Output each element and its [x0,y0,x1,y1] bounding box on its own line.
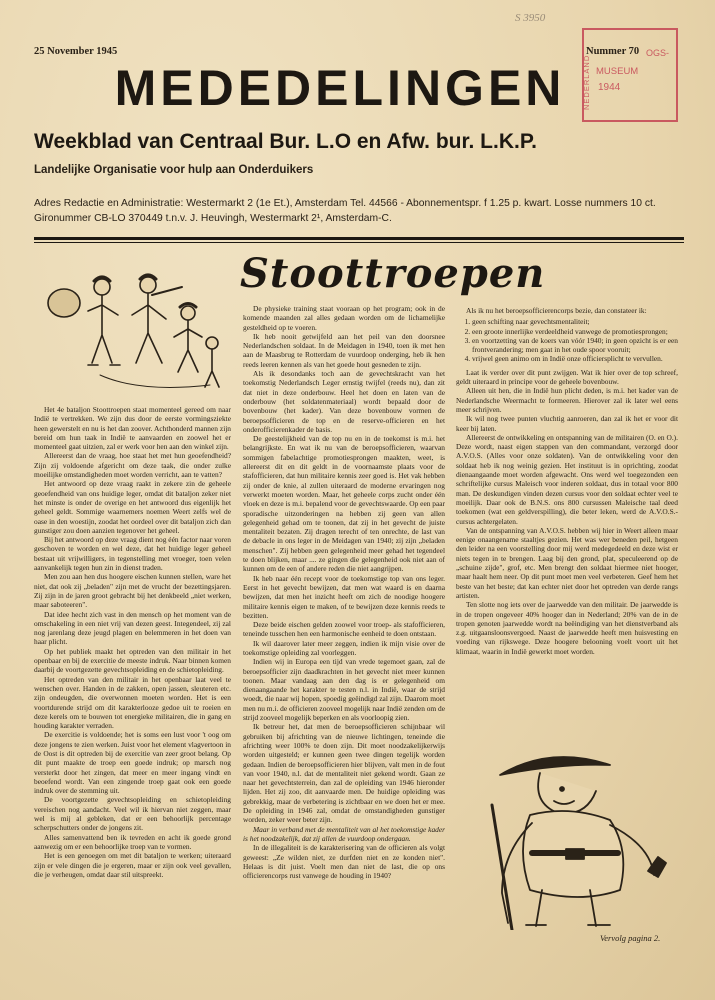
list-item: 1. geen schifting naar gevechtsmentaliteit; [472,317,678,326]
admin-line-2: Gironummer CB-LO 370449 t.n.v. J. Heuvingh, Westermarkt 2¹, Amsterdam-C. [34,213,392,224]
paragraph: Allereerst dan de vraag, hoe staat het met hun geoefendheid? Zijn zij voldoende afgericht om deze taak, die onder zulke moeilijke omstandigheden moet worden verricht, aan te vatten? [34,451,231,480]
list-item: 4. vrijwel geen animo om in Indië onze officiersplicht te vervullen. [472,354,678,363]
paragraph: Als ik nu het beroepsofficierencorps bezie, dan constateer ik: [466,306,647,315]
article-column-1 [34,405,231,965]
header-rule-thin [34,242,684,243]
stamp-side-text: NEDERLAND [582,54,591,110]
paragraph: Het antwoord op deze vraag raakt in zekere zin de geheele geoefendheid van ons huidige leger, omdat dit bataljon zeker niet het minste is onder de overige en het antwoord dus eigenlijk het geheel geldt. Sommige waarnemers noemen Weert zelfs wel de oase in den woestijn, zoodat het oordeel over dit bataljon zich dan gunstiger zou doen aanzien tegenover het geheel. [34,479,231,535]
findings-list [456,317,678,363]
paragraph: De physieke training staat vooraan op het program; ook in de komende maanden zal alles gedaan worden om de lichamelijke gesteldheid op te voeren. [243,304,445,332]
soldier-cartoon-illustration [470,745,675,930]
paragraph: Het optreden van den militair in het openbaar laat veel te wenschen over. Handen in de zakken, open jassen, sleuteren etc. zijn ondeugden, die overwonnen moeten worden. Het is een voortdurende strijd om dit karakterlooze gedoe uit te roeien en deze kerels om te bouwen tot energieke militairen, die in gang en houding karakter verraden. [34,674,231,731]
issue-date: 25 November 1945 [34,46,118,57]
continued-note: Vervolg pagina 2. [600,933,661,943]
paragraph: Ik heb naar één recept voor de toekomstige top van ons leger. Eerst in het gevecht bewijzen, dat men wat waard is en daarna bewijzen, dat men het inzicht heeft om zich de noodige hoogere militaire kennis eigen te maken, of te bewijzen deze kennis reeds te bezitten. [243,573,445,620]
paragraph: Ik wil daarover later meer zeggen, indien ik mijn visie over de toekomstige opleiding zal voorleggen. [243,638,445,657]
paragraph: De exercitie is voldoende; het is soms een lust voor 't oog om deze jongens te zien werken. Juist voor het element vlagvertoon in de Oost is dit optreden bij de exercitie van zeer groot belang. Op dit punt maakte de troep een goede indruk; op marsch nog versterkt door het zingen, dat meer en meer ingang vindt en beoefend wordt. Van een zingende troep gaat ook een goede indruk over de stemming uit. [34,730,231,796]
paragraph: Als ik desondanks toch aan de gevechtskracht van het toekomstig Nederlandsch Leger ernstig twijfel (reeds nu), dan zit dat niet in deze onderbouw. Heel het doen en laten van de onderbouw (het soldatenmateriaal) wordt bepaald door de bovenbouw (het kader). Van deze bovenbouw vormen de beroepsofficieren de top en de reserve-officieren en het onderofficierenkader de basis. [243,369,445,434]
paragraph: Op het publiek maakt het optreden van den militair in het openbaar en bij de exercitie de meeste indruk. Naar binnen komen daarbij de voortgezette gevechtsopleiding en de schietopleiding. [34,646,231,675]
paragraph: Het 4e bataljon Stoottroepen staat momenteel gereed om naar Indië te vertrekken. We zijn dus door de eerste vormingsziekte heen gewerstelt en nu is het dan zoover. Achthonderd mannen zijn bereid om hun taak in Indië te aanvaarden en zoowel het er momenteel gaat uitzien, zal er werk voor hen aan den winkel zijn. [34,405,231,452]
paragraph: Deze beide eischen gelden zoowel voor troep- als stafofficieren, teneinde tusschen hen een harmonische eenheid te doen ontstaan. [243,620,445,639]
masthead-tagline: Landelijke Organisatie voor hulp aan Onderduikers [34,164,314,176]
marching-soldiers-illustration [40,265,230,400]
paragraph-italic: Maar in verband met de mentaliteit van al het toekomstige kader is het noodzakelijk, dat zij allen de vuurdoop ondergaan. [243,824,445,843]
paragraph: Alleen uit hen, die in Indië hun plicht deden, is m.i. het kader van de Nederlandsche Weermacht te formeeren. Hierover zal ik later wel eens meer schrijven. [456,386,678,414]
paragraph: Laat ik verder over dit punt zwijgen. Wat ik hier over de top schreef, geldt uiteraard in principe voor de geheele bovenbouw. [456,367,678,387]
paragraph: In de illegaliteit is de karakterisering van de officieren als volgt geweest: „Ze wilden niet, ze durfden niet en ze konden niet". Helaas is dit juist. Voelt men dan niet de last, die op ons officierencorps rust vanwege de houding in 1940? [243,843,445,881]
paragraph: Ten slotte nog iets over de jaarwedde van den militair. De jaarwedde is in de tropen ongeveer 40% hooger dan in Nederland; 20% van de in de tropen genoten jaarwedde wordt na beëindiging van het dienstverband als z.g. uitgaansloonsvergoed. Naast de jaarwedde heeft men huisvesting en voeding van rijkswege. Deze hoogere belooning voelt voort uit het klimaat, waarin in Indië gewerkt moet worden. [456,600,678,656]
masthead-subtitle: Weekblad van Centraal Bur. L.O en Afw. bur. L.K.P. [34,130,537,153]
paragraph: Ik wil nog twee punten vluchtig aanroeren, dan zal ik het er voor dit keer bij laten. [456,414,678,433]
paragraph: De geestelijkheid van de top nu en in de toekomst is m.i. het belangrijkste. En wat ik nu van de beroepsofficieren, waarvan sommigen fabelachtige promotiesprongen maakten, weet, is allereerst dit en dit geldt in de voornaamste plaats voor de stafofficieren, dat hun militaire kennis zeer goed is. Het vak hebben zij onder de knie, al zullen uiteraard de moderne ervaringen nog verwerkt moeten worden. Maar, het geheele corps zucht onder één vloek en deze is m.i. bepalend voor de gevechtswaarde. Op een paar sporadische uitzonderingen na hebben zij geen van allen gelegenheid gehad om te toonen, dat zij in het gevecht de juiste mentaliteit bezaten. Zij dragen terecht of ten onrechte, de last van de debacle in ons leger in de Meidagen van 1940; zij zijn „beladen menschen". Zij hebben geen gelegenheid meer gehad het tegendeel te doen blijken, maar .... ze gingen die gelegenheid ook niet aan of kunnen om de een of andere reden die niet aangrijpen. [243,434,445,574]
header-rule [34,237,684,240]
paragraph: Indien wij in Europa een tijd van vrede tegemoet gaan, zal de beroepsofficier zijn daadkrachten in het gevecht niet meer kunnen toonen. Maar vandaag aan den dag is er gelegenheid om dienaangaande het karakter te testen n.l. in Indië, waar de strijd woedt, die naar wij hopen, spoedig geëindigd zal zijn. Daarom moet men nu m.i. de officieren zooveel mogelijk naar Indië zenden om de strijd zooveel mogelijk beperken en als voorloopig zien. [243,657,445,723]
masthead-title: MEDEDELINGEN [114,60,566,116]
stamp-line-3: 1944 [598,82,621,93]
article-column-2 [243,304,445,964]
admin-info [34,196,684,226]
admin-line-1: Adres Redactie en Administratie: Westermarkt 2 (1e Et.), Amsterdam Tel. 44566 - Abonnementspr. f 1.25 p. kwart. Losse nummers 10 ct. [34,198,656,209]
stamp-line-1: OGS- [646,48,670,58]
paragraph: Het is een genoegen om met dit bataljon te werken; uiteraard zijn er vele dingen die je ergeren, maar er zijn ook veel gevallen, die je verheugen, omdat daar stil uitspreekt. [34,851,231,879]
museum-stamp [582,28,678,122]
article-heading: Stoottroepen [240,250,546,297]
paragraph: Dat idee hecht zich vast in den mensch op het moment van de omschakeling in een niet vrij van dezen geest. Integendeel, zij zal nog jarenlang deze jeugd plagen en belemmeren in het doen van haar plicht. [34,609,231,647]
paragraph: Van de ontspanning van A.V.O.S. hebben wij hier in Weert alleen maar eenige onaangename staaltjes gezien. Het was wer beneden peil, hetgeen den leider na een voorstelling door mij werd medegedeeld en deze wist er niets tegen in te brengen. Laag bij den grond, plat, speculeerend op de „schuine zijde", grof, etc. Men brengt den soldaat hiermee niet hooger, maar haalt hem neer. Op dit punt moet men veel verbeteren. Geef hem het beste van het beste; dat kan echter niet door het optreden van derde rangs artisten. [456,525,678,600]
list-item: 2. een groote innerlijke verdeeldheid vanwege de promotiesprongen; [472,327,678,336]
catalog-note: S 3950 [515,12,546,24]
paragraph: Allereerst de ontwikkeling en ontspanning van de militairen (O. en O.). Deze wordt, naast eigen stappen van den commandant, verzorgd door A.V.O.S. (Alles voor onze soldaten). Van de ontwikkeling voor den soldaat heb ik nog weinig gezien. Het instituut is in oprichting, zoodat dienaangaande moet worden afgewacht. Ons werd wel toegezonden een schriftelijke cursus Maleisch voor inderen soldaat, dus in totaal voor 800 man. De deskundigen vinden dezen cursus voor den soldaat echter veel te moeilijk. Daar ook de B.N.S. ons 800 cursussen Maleische taal deed toekomen (wat een geldverspilling), die beter leken, werd de A.V.O.S.-cursus achtergelaten. [456,432,678,526]
issue-number: Nummer 70 [586,46,640,57]
paragraph: De voortgezette gevechtsopleiding en schietopleiding vereischen nog aandacht. Veel wil ik hiervan niet zeggen, maar wel is mij al gebleken, dat er een behoorlijk percentage scherpschutters onder de jongens zit. [34,795,231,833]
stamp-line-2: MUSEUM [596,66,639,77]
paragraph: Men zou aan hen dus hoogere eischen kunnen stellen, ware het niet, dat ook zij „beladen" zijn met de vrucht der bezettingsjaren. Zij zijn in de jaren groot gebracht bij het denkbeeld „niet werken, maar saboteeren". [34,572,231,610]
paragraph: Alles samenvattend ben ik tevreden en acht ik goede grond aanwezig om er een behoorlijke troep van te vormen. [34,832,231,851]
paragraph: Ik betreur het, dat men de beroepsofficieren schijnbaar wil gebruiken bij africhting van de nieuwe lichtingen, teneinde die africhting weer 100% te doen zijn. Dit moet noodzakelijkerwijs worden uitgesteld; er kunnen geen twee dingen tegelijk worden gedaan. Indien de beroepsofficieren hier blijven, valt men in de fout van voor 1940, n.l. dat de mentaliteit niet gekend wordt. Gaan ze naar het gevechtsterrein, dan zal de opleiding van 1946 hieronder lijden. Het zij zoo, dit aanvaarde men. De huidige opleiding was gebrekkig, maar de verbetering is zichtbaar en we doen het er mee. De opleiding in 1946 zal, omdat de omstandigheden gunstiger worden, zeker weer beter zijn. [243,722,445,825]
list-item: 3. en voortzetting van de koers van vóór 1940; in geen opzicht is er een frontverandering; men gaat in het oude spoor vooruit; [472,336,678,355]
paragraph: Ik heb nooit getwijfeld aan het peil van den doorsnee Nederlandschen soldaat. In de Meidagen in 1940, toen ik met hen aan de Maasbrug te Rotterdam de vuurdoop onderging, heb ik hen reeds leeren kennen als van het goede hout gesneden te zijn. [243,331,445,369]
article-column-3 [456,306,678,746]
paragraph: Bij het antwoord op deze vraag dient nog één factor naar voren geschoven te worden en wel deze, dat het huidige leger geheel bestaat uit vrijwilligers, in tegenstelling met vroeger, toen velen aanvankelijk tegen hun zin in dienst traden. [34,535,231,573]
